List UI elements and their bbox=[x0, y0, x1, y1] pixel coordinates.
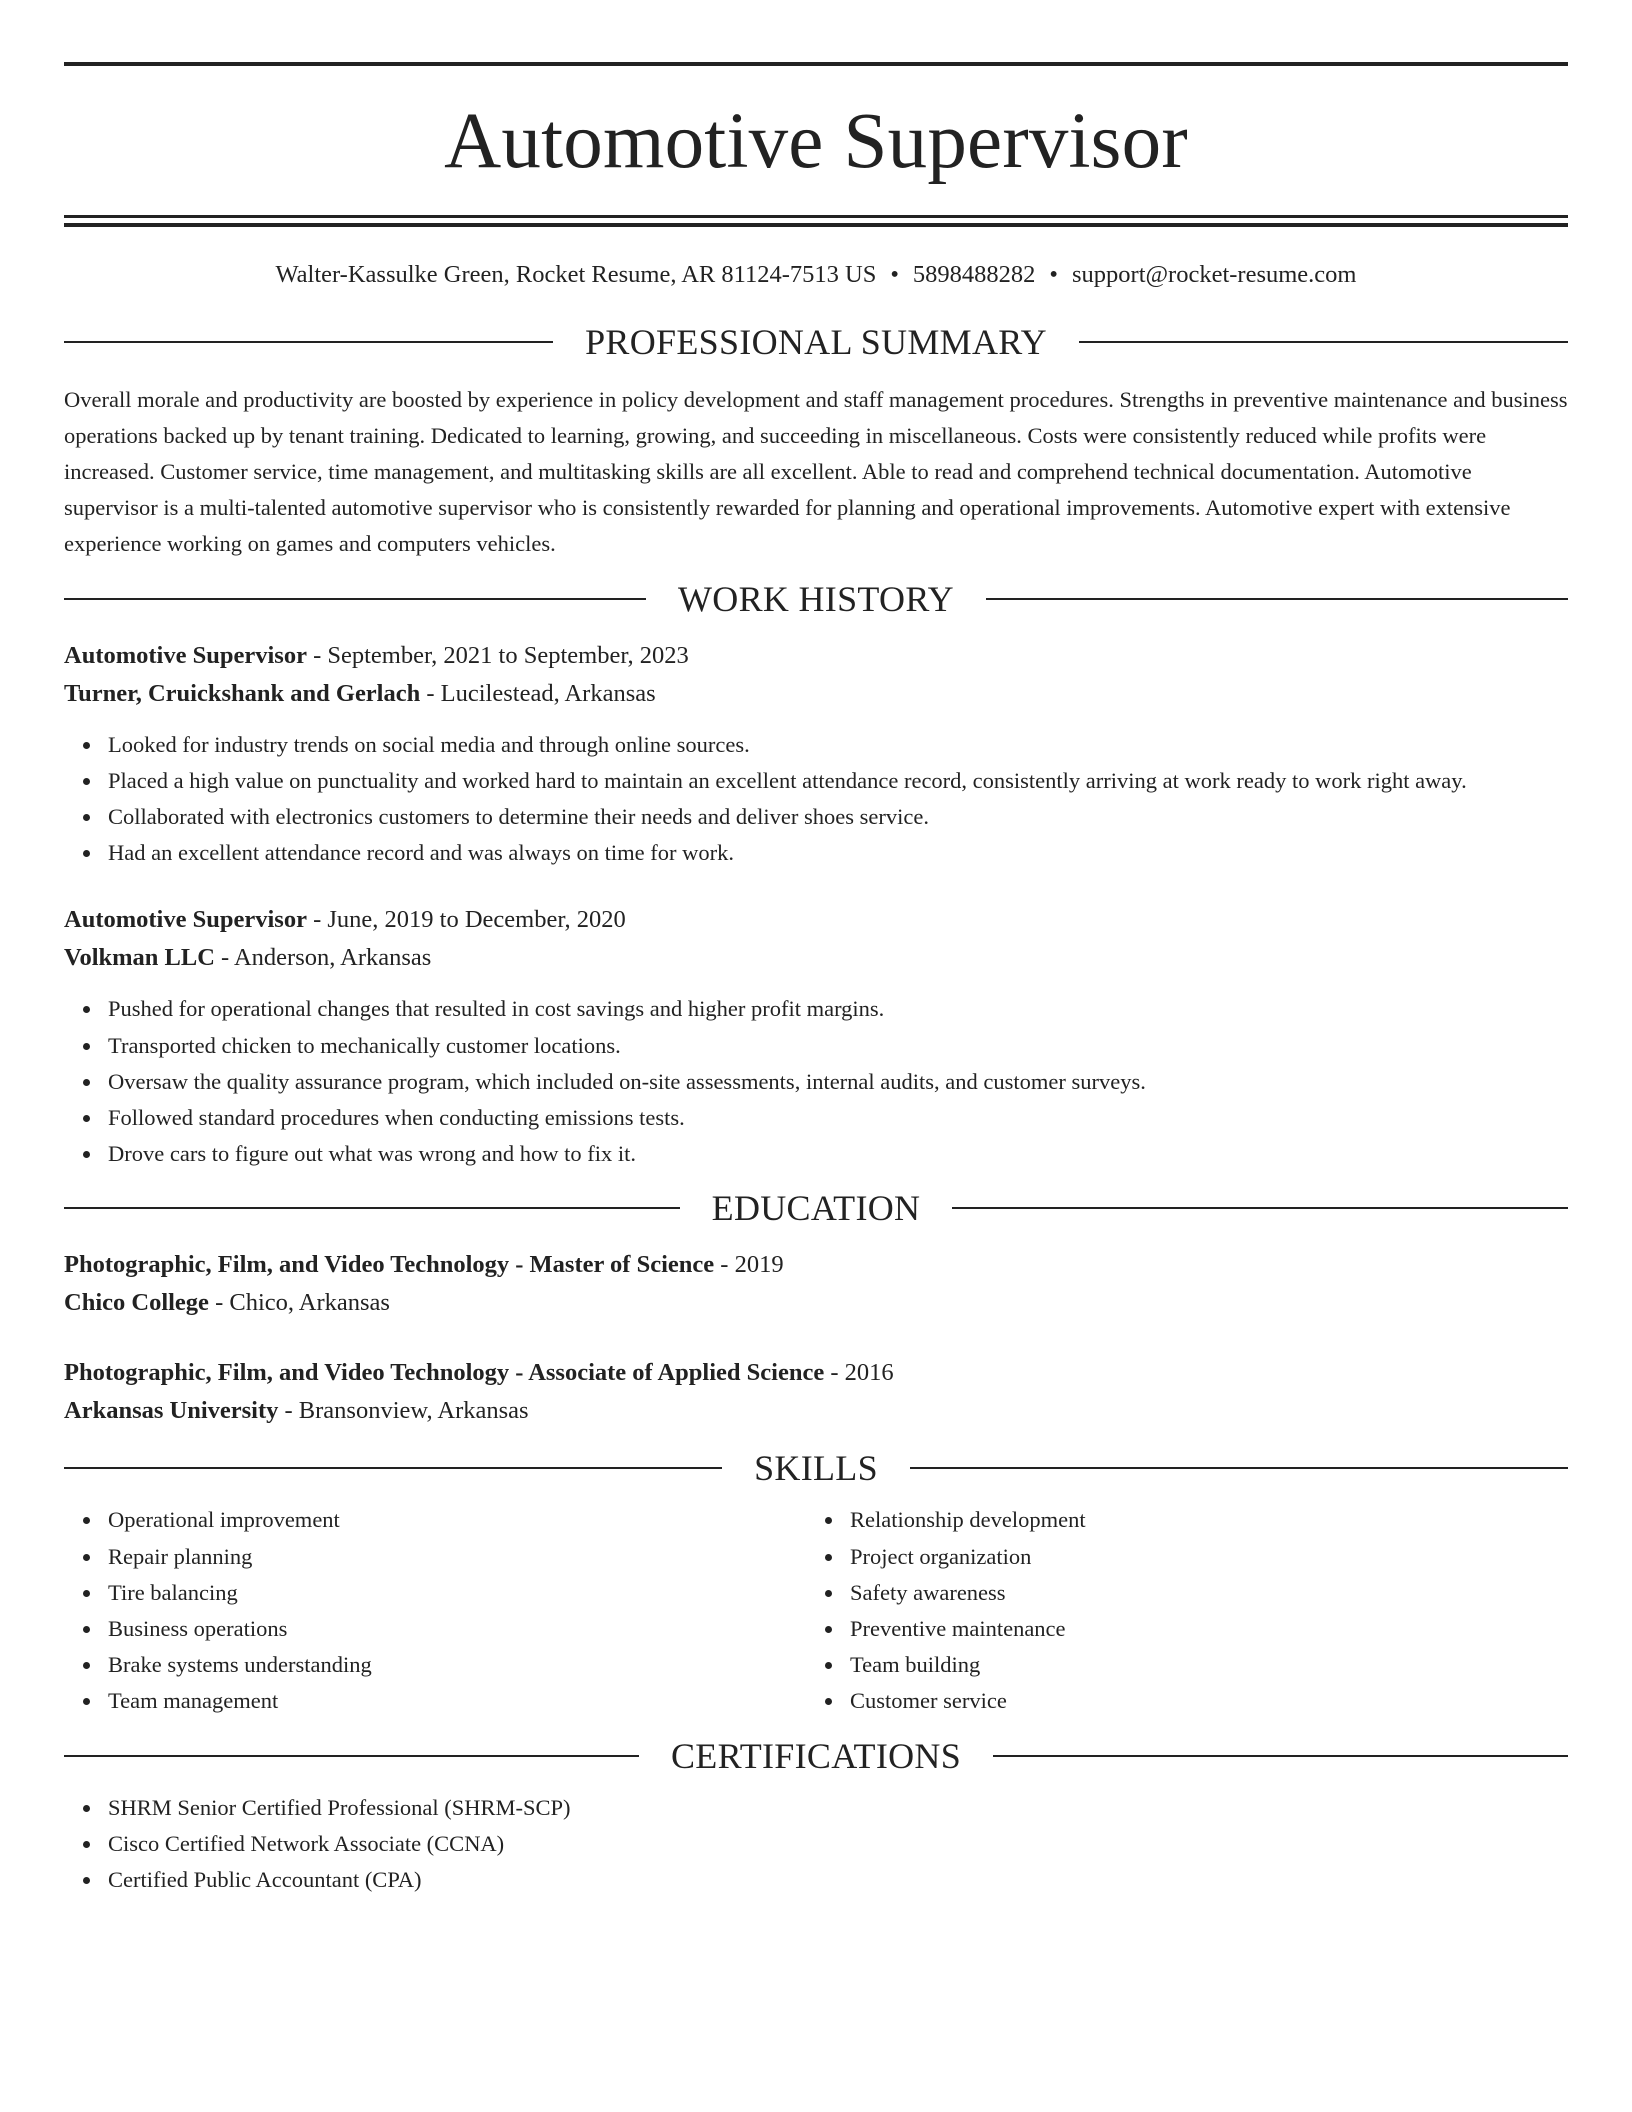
list-item: Followed standard procedures when conducting emissions tests. bbox=[108, 1100, 1568, 1136]
list-item: Transported chicken to mechanically customer locations. bbox=[108, 1028, 1568, 1064]
contact-separator: • bbox=[890, 261, 899, 288]
heading-rule bbox=[952, 1207, 1568, 1209]
job-duties bbox=[64, 991, 1568, 1172]
job-entry bbox=[64, 637, 1568, 872]
contact-address: Walter-Kassulke Green, Rocket Resume, AR 81124-7513 US bbox=[275, 261, 877, 288]
section-title: PROFESSIONAL SUMMARY bbox=[585, 321, 1047, 362]
job-company: Turner, Cruickshank and Gerlach bbox=[64, 679, 421, 707]
job-location: - Lucilestead, Arkansas bbox=[420, 679, 656, 707]
list-item: Business operations bbox=[108, 1611, 806, 1647]
job-title: Automotive Supervisor bbox=[64, 641, 307, 669]
list-item: Team building bbox=[850, 1647, 1548, 1683]
list-item: Looked for industry trends on social media and through online sources. bbox=[108, 727, 1568, 763]
section-title: SKILLS bbox=[754, 1448, 878, 1489]
school-location: - Chico, Arkansas bbox=[208, 1289, 390, 1317]
heading-rule bbox=[64, 598, 646, 600]
section-heading-education bbox=[64, 1188, 1568, 1229]
job-location: - Anderson, Arkansas bbox=[214, 944, 432, 972]
section-heading-work-history bbox=[64, 578, 1568, 619]
heading-rule bbox=[64, 1207, 680, 1209]
section-title: WORK HISTORY bbox=[678, 578, 954, 619]
certifications-list bbox=[64, 1790, 1568, 1899]
list-item: Team management bbox=[108, 1683, 806, 1719]
title-double-rule bbox=[64, 215, 1568, 227]
education-entry bbox=[64, 1246, 1568, 1322]
list-item: Brake systems understanding bbox=[108, 1647, 806, 1683]
job-company-line bbox=[64, 939, 1568, 977]
list-item: Certified Public Accountant (CPA) bbox=[108, 1862, 1568, 1898]
degree-line bbox=[64, 1246, 1568, 1284]
top-rule bbox=[64, 62, 1568, 66]
job-title: Automotive Supervisor bbox=[64, 906, 307, 934]
heading-rule bbox=[64, 1467, 722, 1469]
section-title: EDUCATION bbox=[711, 1188, 921, 1229]
heading-rule bbox=[64, 1755, 639, 1757]
section-heading-certifications bbox=[64, 1735, 1568, 1776]
skills-grid bbox=[64, 1502, 1568, 1719]
list-item: Customer service bbox=[850, 1683, 1548, 1719]
contact-phone[interactable]: 5898488282 bbox=[912, 261, 1036, 288]
job-dates: - June, 2019 to December, 2020 bbox=[306, 906, 626, 934]
list-item: Preventive maintenance bbox=[850, 1611, 1548, 1647]
education-entry bbox=[64, 1354, 1568, 1430]
job-duties bbox=[64, 727, 1568, 872]
job-dates: - September, 2021 to September, 2023 bbox=[306, 641, 689, 669]
list-item: Relationship development bbox=[850, 1502, 1548, 1538]
list-item: Drove cars to figure out what was wrong and how to fix it. bbox=[108, 1136, 1568, 1172]
section-heading-skills bbox=[64, 1448, 1568, 1489]
list-item: SHRM Senior Certified Professional (SHRM-SCP) bbox=[108, 1790, 1568, 1826]
list-item: Oversaw the quality assurance program, which included on-site assessments, internal audits, and customer surveys. bbox=[108, 1064, 1568, 1100]
heading-rule bbox=[64, 341, 553, 343]
job-company-line bbox=[64, 675, 1568, 713]
heading-rule bbox=[993, 1755, 1568, 1757]
heading-rule bbox=[986, 598, 1568, 600]
job-entry bbox=[64, 901, 1568, 1172]
contact-email[interactable]: support@rocket-resume.com bbox=[1072, 261, 1357, 288]
job-title-line bbox=[64, 901, 1568, 939]
resume-title: Automotive Supervisor bbox=[444, 98, 1188, 185]
list-item: Placed a high value on punctuality and worked hard to maintain an excellent attendance record, consistently arriving at work ready to work right away. bbox=[108, 763, 1568, 799]
skills-column-left bbox=[64, 1502, 806, 1719]
section-title: CERTIFICATIONS bbox=[670, 1735, 962, 1776]
list-item: Operational improvement bbox=[108, 1502, 806, 1538]
degree-year: - 2019 bbox=[714, 1251, 784, 1279]
job-title-line bbox=[64, 637, 1568, 675]
list-item: Repair planning bbox=[108, 1539, 806, 1575]
list-item: Tire balancing bbox=[108, 1575, 806, 1611]
school: Arkansas University bbox=[64, 1397, 279, 1425]
heading-rule bbox=[1079, 341, 1568, 343]
degree: Photographic, Film, and Video Technology - Master of Science bbox=[64, 1251, 715, 1279]
list-item: Safety awareness bbox=[850, 1575, 1548, 1611]
degree-line bbox=[64, 1354, 1568, 1392]
list-item: Cisco Certified Network Associate (CCNA) bbox=[108, 1826, 1568, 1862]
contact-separator: • bbox=[1049, 261, 1058, 288]
degree-year: - 2016 bbox=[824, 1359, 894, 1387]
school-line bbox=[64, 1284, 1568, 1322]
school-location: - Bransonview, Arkansas bbox=[278, 1397, 529, 1425]
skills-column-right bbox=[806, 1502, 1548, 1719]
summary-text: Overall morale and productivity are boosted by experience in policy development and staff management procedures. Strengths in preventive maintenance and business operations backed up by tenant training. Dedicated to learning, growing, and succeeding in miscellaneous. Costs were consistently reduced while profits were increased. Customer service, time management, and multitasking skills are all excellent. Able to read and comprehend technical documentation. Automotive supervisor is a multi-talented automotive supervisor who is consistently rewarded for planning and operational improvements. Automotive expert with extensive experience working on games and computers vehicles. bbox=[64, 386, 1568, 557]
school: Chico College bbox=[64, 1289, 209, 1317]
list-item: Pushed for operational changes that resulted in cost savings and higher profit margins. bbox=[108, 991, 1568, 1027]
list-item: Collaborated with electronics customers to determine their needs and deliver shoes service. bbox=[108, 799, 1568, 835]
job-company: Volkman LLC bbox=[64, 944, 215, 972]
school-line bbox=[64, 1392, 1568, 1430]
section-heading-summary bbox=[64, 321, 1568, 362]
certifications-items bbox=[64, 1790, 1568, 1899]
list-item: Project organization bbox=[850, 1539, 1548, 1575]
contact-line bbox=[64, 263, 1568, 288]
degree: Photographic, Film, and Video Technology - Associate of Applied Science bbox=[64, 1359, 825, 1387]
heading-rule bbox=[910, 1467, 1568, 1469]
list-item: Had an excellent attendance record and was always on time for work. bbox=[108, 835, 1568, 871]
